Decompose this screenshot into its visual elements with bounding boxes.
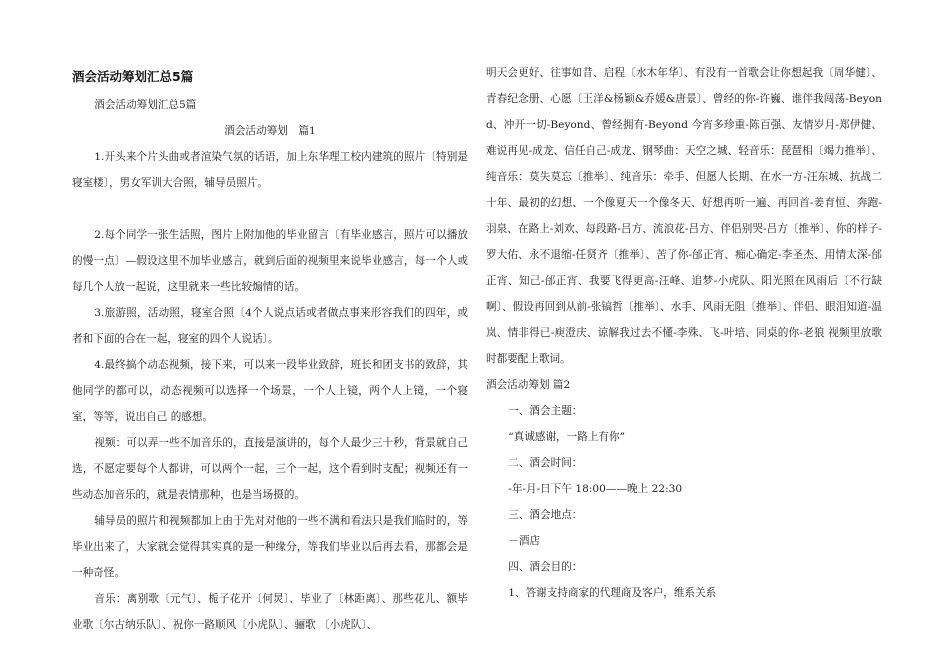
document-title: 酒会活动筹划汇总5篇 [72,69,194,84]
paragraph-music-continued: 明天会更好、往事如昔、启程〔水木年华〕、有没有一首歌会让你想起我〔周华健〕、青春纪念册、心愿〔王洋&杨颖&乔媛&唐景〕、曾经的你-许巍、谁伴我闯荡-Beyond、冲开一切-Beyond、曾经拥有-Beyond 今宵多珍重-陈百强、友情岁月-郑伊健、难说再见-成龙、信任自己-成龙、钢琴曲：天空之城、轻音乐：琵琶相〔竭力推举〕、纯音乐：莫失莫忘〔推举〕、纯音乐：牵手、但愿人长期、在水一方-汪东城、抗战二十年、最初的幻想、一个像夏天一个像冬天、好想再听一遍、再回首-姜育恒、奔跑-羽泉、在路上-刘欢、每段路-吕方、流浪花-吕方、伴侣别哭-吕方〔推举〕、你的样子-罗大佑、永不退缩-任贤齐〔推举〕、苦了你-邰正宵、痴心确定-李圣杰、用情太深-邰正宵、知己-邰正宵、我要飞得更高-汪峰、追梦-小虎队、阳光照在风雨后〔不行缺啊〕、假设再回到从前-张镐哲〔推举〕、水手、风雨无阻〔推举〕、伴侣、眼泪知道-温岚、情非得已-庾澄庆、谅解我过去不懂-李殊、飞-叶培、同桌的你-老狼 视频里放歌时都要配上歌词。 [486,67,882,365]
left-column [72,60,468,638]
right-column [486,60,882,606]
item-2-body: -年-月-日下午 18:00——晚上 22:30 [508,483,683,495]
article-1-title: 酒会活动筹划 篇1 [224,125,316,137]
item-3-body: －酒店 [508,535,541,547]
item-4-heading: 四、酒会目的： [508,561,583,573]
paragraph-1: 1.开头来个片头曲或者渲染气氛的话语，加上东华理工校内建筑的照片〔特别是寝室楼〕，男女军训大合照，辅导员照片。 [72,151,468,189]
item-4-body: 1、答谢支持商家的代理商及客户，维系关系 [508,587,717,599]
item-2-heading: 二、酒会时间： [508,457,583,469]
paragraph-counselor: 辅导员的照片和视频都加上由于先对对他的一些不满和看法只是我们临时的，等毕业出来了，大家就会觉得其实真的是一种缘分，等我们毕业以后再去看，那都会是一种奇怪。 [72,515,468,579]
item-1-heading: 一、酒会主题： [508,405,583,417]
paragraph-video: 视频：可以弄一些不加音乐的，直接是演讲的，每个人最少三十秒，背景就自己选，不愿定要每个人都讲，可以两个一起，三个一起，这个看到时支配；视频还有一些动态加音乐的，就是表情那种，也是当场摄的。 [72,437,468,501]
item-1-body: “真诚感谢，一路上有你” [508,431,626,443]
document-subtitle: 酒会活动筹划汇总5篇 [94,99,197,111]
article-2-title: 酒会活动筹划 篇2 [486,379,571,391]
paragraph-4: 4.最终搞个动态视频，接下来，可以来一段毕业致辞，班长和团支书的致辞，其他同学的都可以，动态视频可以选择一个场景，一个人上镜，两个人上镜，一个寝室，等等，说出自己 的感想。 [72,359,468,423]
paragraph-2: 2.每个同学一张生活照，图片上附加他的毕业留言〔有毕业感言，照片可以播放的慢一点〕—假设这里不加毕业感言，就到后面的视频里来说毕业感言，每一个人或每几个人放一起说，这里就来一些比较煽情的话。 [72,229,468,293]
paragraph-music: 音乐：离别歌〔元气〕、栀子花开〔何炅〕、毕业了〔林距离〕、那些花儿、额毕业歌〔尔古纳乐队〕、祝你一路顺风〔小虎队〕、骊歌 〔小虎队〕、 [72,593,468,631]
blank-line [72,196,468,222]
paragraph-3: 3.旅游照，活动照，寝室合照〔4个人说点话或者做点事来形容我们的四年，或者和下面的合在一起，寝室的四个人说话〕。 [72,307,468,345]
item-3-heading: 三、酒会地点： [508,509,583,521]
